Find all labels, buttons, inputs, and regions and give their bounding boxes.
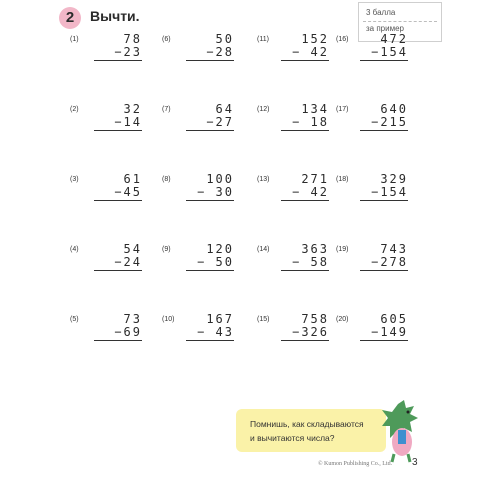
- minuend: 472: [380, 32, 408, 46]
- dinosaur-illustration: [368, 396, 428, 466]
- problem-9: [162, 242, 234, 278]
- problem-number: (7): [162, 106, 171, 113]
- problem-1: [70, 32, 142, 68]
- answer-line: [186, 130, 234, 131]
- subtrahend: −215: [371, 115, 408, 129]
- problem-19: [336, 242, 408, 278]
- minuend: 100: [206, 172, 234, 186]
- tip-line-1: Помнишь, как складываются: [250, 419, 364, 429]
- problem-number: (15): [257, 316, 270, 323]
- answer-line: [360, 60, 408, 61]
- copyright: © Kumon Publishing Co., Ltd.: [318, 461, 393, 467]
- problem-number: (8): [162, 176, 171, 183]
- answer-line: [281, 200, 329, 201]
- minuend: 134: [301, 102, 329, 116]
- problem-number: (2): [70, 106, 79, 113]
- minuend: 152: [301, 32, 329, 46]
- problem-14: [257, 242, 329, 278]
- score-divider: [363, 21, 437, 22]
- problem-number: (11): [257, 36, 269, 43]
- problem-20: [336, 312, 408, 348]
- subtrahend: −23: [114, 45, 142, 59]
- minuend: 54: [123, 242, 142, 256]
- problem-11: [257, 32, 329, 68]
- score-per-example: за пример: [366, 24, 404, 33]
- answer-line: [94, 200, 142, 201]
- problem-13: [257, 172, 329, 208]
- subtrahend: −24: [114, 255, 142, 269]
- problem-12: [257, 102, 329, 138]
- task-header: [52, 2, 452, 32]
- subtrahend: −278: [371, 255, 408, 269]
- subtrahend: − 18: [292, 115, 329, 129]
- answer-line: [186, 340, 234, 341]
- problem-3: [70, 172, 142, 208]
- answer-line: [360, 200, 408, 201]
- subtrahend: −27: [206, 115, 234, 129]
- problem-2: [70, 102, 142, 138]
- minuend: 271: [301, 172, 329, 186]
- answer-line: [186, 270, 234, 271]
- problem-17: [336, 102, 408, 138]
- minuend: 32: [123, 102, 142, 116]
- answer-line: [94, 130, 142, 131]
- problem-number: (18): [336, 176, 349, 183]
- problem-16: [336, 32, 408, 68]
- problem-number: (12): [257, 106, 270, 113]
- subtrahend: − 42: [292, 185, 329, 199]
- problem-number: (5): [70, 316, 79, 323]
- page-number: 3: [412, 457, 418, 468]
- problem-18: [336, 172, 408, 208]
- problem-number: (17): [336, 106, 349, 113]
- problem-15: [257, 312, 329, 348]
- problem-number: (6): [162, 36, 171, 43]
- subtrahend: −14: [114, 115, 142, 129]
- problem-6: [162, 32, 234, 68]
- problem-10: [162, 312, 234, 348]
- minuend: 329: [380, 172, 408, 186]
- subtrahend: − 43: [197, 325, 234, 339]
- problem-number: (20): [336, 316, 349, 323]
- answer-line: [360, 270, 408, 271]
- problem-7: [162, 102, 234, 138]
- answer-line: [94, 270, 142, 271]
- minuend: 743: [380, 242, 408, 256]
- subtrahend: − 42: [292, 45, 329, 59]
- problem-number: (4): [70, 246, 79, 253]
- problem-number: (9): [162, 246, 171, 253]
- subtrahend: − 30: [197, 185, 234, 199]
- minuend: 120: [206, 242, 234, 256]
- minuend: 61: [123, 172, 142, 186]
- subtrahend: −154: [371, 45, 408, 59]
- answer-line: [281, 130, 329, 131]
- tip-box: [236, 409, 386, 452]
- subtrahend: −28: [206, 45, 234, 59]
- tip-line-2: и вычитаются числа?: [250, 433, 335, 443]
- subtrahend: −326: [292, 325, 329, 339]
- answer-line: [186, 200, 234, 201]
- minuend: 758: [301, 312, 329, 326]
- subtrahend: −154: [371, 185, 408, 199]
- problem-number: (16): [336, 36, 349, 43]
- minuend: 73: [123, 312, 142, 326]
- problem-number: (3): [70, 176, 79, 183]
- problem-4: [70, 242, 142, 278]
- problem-number: (19): [336, 246, 349, 253]
- problem-number: (10): [162, 316, 175, 323]
- answer-line: [281, 270, 329, 271]
- answer-line: [281, 340, 329, 341]
- problem-number: (13): [257, 176, 270, 183]
- subtrahend: −149: [371, 325, 408, 339]
- answer-line: [186, 60, 234, 61]
- minuend: 640: [380, 102, 408, 116]
- minuend: 50: [215, 32, 234, 46]
- subtrahend: − 58: [292, 255, 329, 269]
- minuend: 363: [301, 242, 329, 256]
- subtrahend: −45: [114, 185, 142, 199]
- subtrahend: −69: [114, 325, 142, 339]
- subtrahend: − 50: [197, 255, 234, 269]
- answer-line: [360, 130, 408, 131]
- problem-number: (14): [257, 246, 270, 253]
- problem-8: [162, 172, 234, 208]
- task-number-badge: 2: [59, 7, 81, 29]
- minuend: 78: [123, 32, 142, 46]
- problem-number: (1): [70, 36, 79, 43]
- minuend: 605: [380, 312, 408, 326]
- answer-line: [360, 340, 408, 341]
- problem-5: [70, 312, 142, 348]
- task-title: Вычти.: [90, 8, 140, 24]
- answer-line: [94, 60, 142, 61]
- answer-line: [94, 340, 142, 341]
- score-points: 3 балла: [366, 8, 396, 17]
- answer-line: [281, 60, 329, 61]
- minuend: 167: [206, 312, 234, 326]
- minuend: 64: [215, 102, 234, 116]
